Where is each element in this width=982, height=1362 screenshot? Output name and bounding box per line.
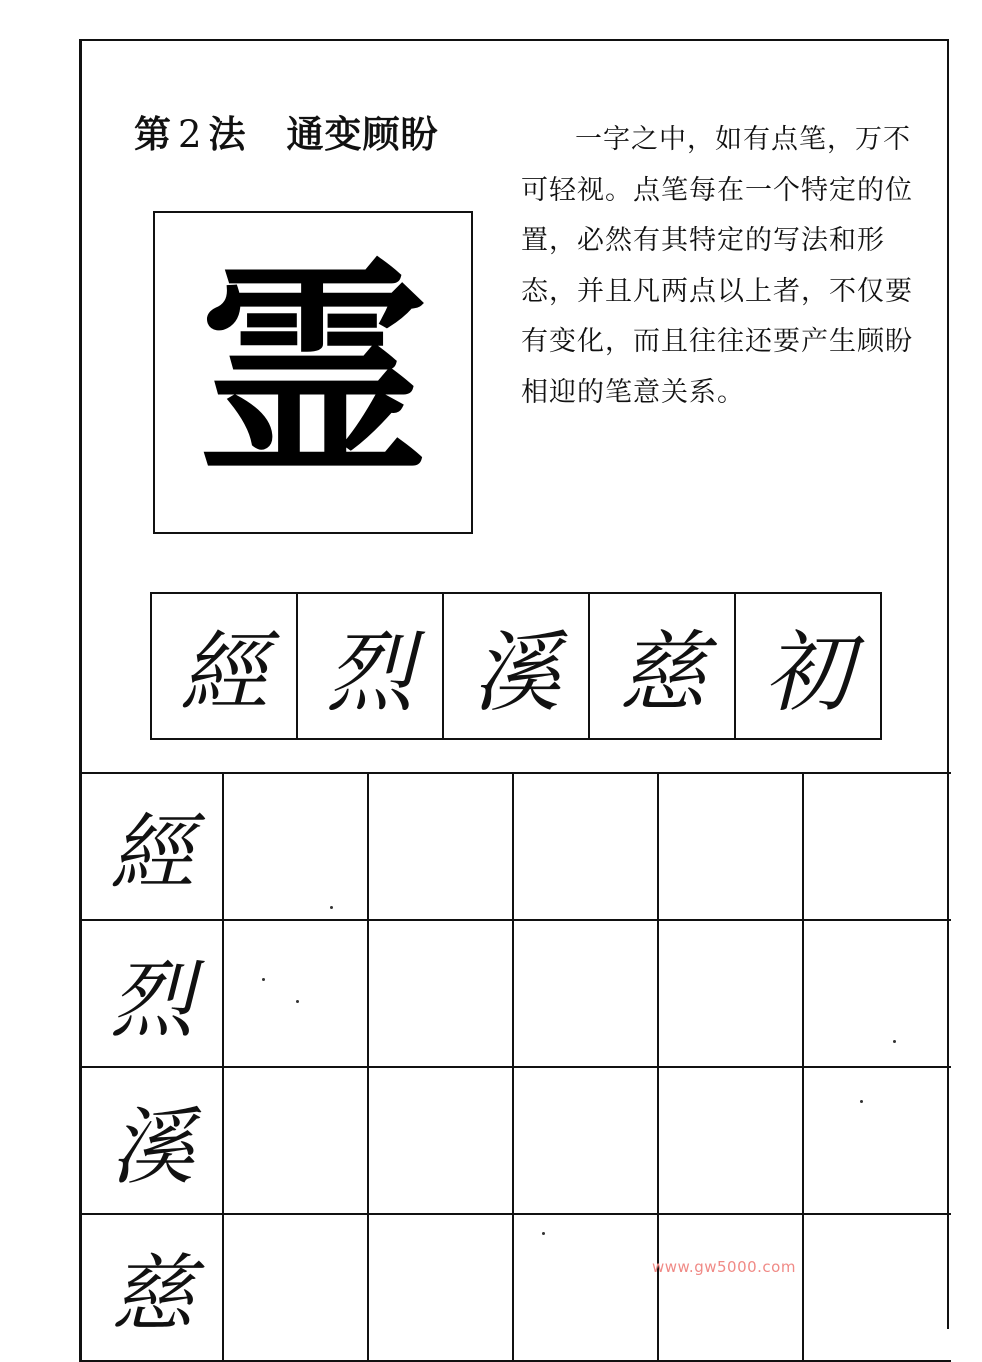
scan-speck bbox=[262, 978, 265, 981]
practice-grid bbox=[79, 772, 951, 1343]
practice-cell[interactable] bbox=[659, 1068, 804, 1213]
practice-cell[interactable] bbox=[369, 1215, 514, 1360]
practice-cell[interactable] bbox=[659, 1215, 804, 1360]
practice-cell[interactable] bbox=[224, 1215, 369, 1360]
page-title bbox=[134, 104, 439, 158]
practice-cell[interactable] bbox=[659, 921, 804, 1066]
example-character: 霊 bbox=[197, 237, 428, 508]
watermark: www.gw5000.com bbox=[652, 1258, 796, 1276]
practice-cell[interactable] bbox=[659, 774, 804, 919]
sample-character: 初 bbox=[763, 621, 852, 724]
practice-cell[interactable] bbox=[369, 921, 514, 1066]
scan-speck bbox=[542, 1232, 545, 1235]
method-number: 2 bbox=[178, 113, 203, 156]
sample-character: 慈 bbox=[590, 594, 736, 738]
practice-model-character: 慈 bbox=[79, 1215, 224, 1360]
sample-characters-row bbox=[150, 592, 882, 740]
practice-cell[interactable] bbox=[804, 921, 951, 1066]
practice-model-character: 經 bbox=[79, 774, 224, 919]
scan-speck bbox=[860, 1100, 863, 1103]
method-suffix: 法 bbox=[208, 113, 247, 156]
practice-cell[interactable] bbox=[804, 1215, 951, 1360]
practice-cell[interactable] bbox=[224, 921, 369, 1066]
practice-cell[interactable] bbox=[514, 1068, 659, 1213]
practice-model-character: 烈 bbox=[79, 921, 224, 1066]
example-character-box bbox=[153, 211, 473, 534]
practice-cell[interactable] bbox=[804, 774, 951, 919]
sample-character: 烈 bbox=[298, 594, 444, 738]
sample-character: 溪 bbox=[444, 594, 590, 738]
scan-speck bbox=[330, 906, 333, 909]
practice-model-character: 溪 bbox=[79, 1068, 224, 1213]
practice-cell[interactable] bbox=[514, 1215, 659, 1360]
practice-row bbox=[79, 921, 951, 1068]
practice-cell[interactable] bbox=[224, 1068, 369, 1213]
practice-row bbox=[79, 1215, 951, 1362]
practice-cell[interactable] bbox=[224, 774, 369, 919]
practice-cell[interactable] bbox=[804, 1068, 951, 1213]
method-title: 通变顾盼 bbox=[286, 113, 439, 156]
scan-speck bbox=[893, 1040, 896, 1043]
sample-character: 經 bbox=[152, 594, 298, 738]
practice-cell[interactable] bbox=[369, 1068, 514, 1213]
practice-cell[interactable] bbox=[514, 774, 659, 919]
practice-row bbox=[79, 1068, 951, 1215]
method-prefix: 第 bbox=[134, 113, 172, 156]
description-text: 一字之中，如有点笔，万不可轻视。点笔每在一个特定的位置，必然有其特定的写法和形态，并且凡两点以上者，不仅要有变化，而且往往还要产生顾盼相迎的笔意关系。 bbox=[521, 124, 913, 408]
practice-row bbox=[79, 774, 951, 921]
scan-speck bbox=[296, 1000, 299, 1003]
practice-cell[interactable] bbox=[369, 774, 514, 919]
practice-cell[interactable] bbox=[514, 921, 659, 1066]
